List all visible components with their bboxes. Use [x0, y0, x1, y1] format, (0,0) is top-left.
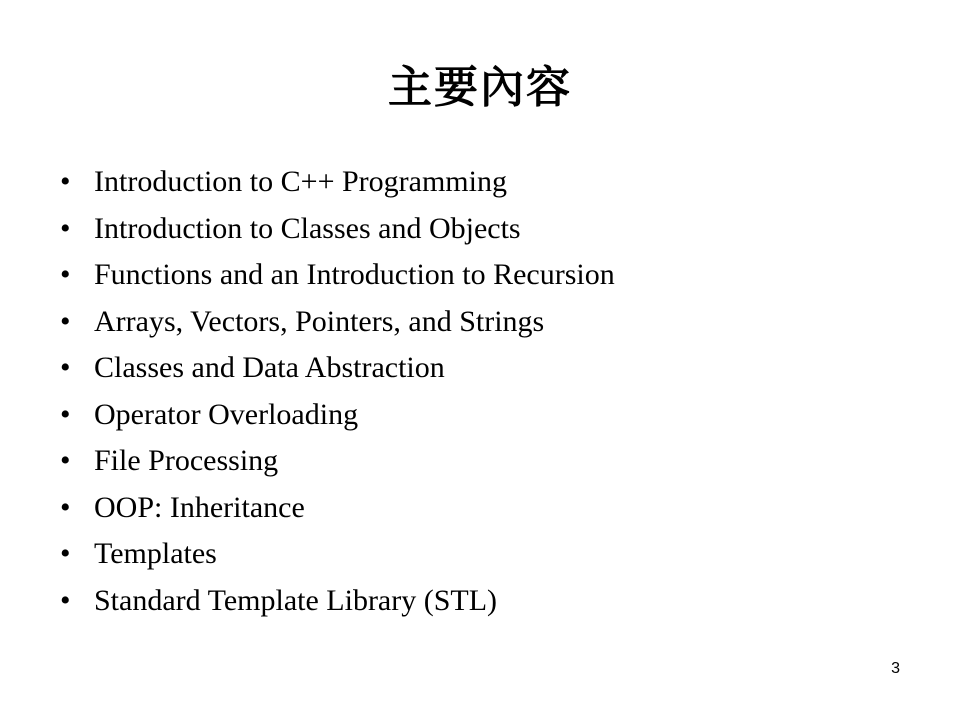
list-item-text: Operator Overloading [94, 397, 359, 431]
bullet-icon: • [60, 351, 71, 384]
list-item [60, 212, 615, 259]
bullet-icon: • [60, 490, 71, 524]
bullet-icon: • [60, 444, 71, 477]
page-number: 3 [891, 660, 900, 677]
list-item-text: File Processing [94, 444, 279, 477]
bullet-icon: • [60, 258, 71, 291]
list-item [60, 398, 615, 445]
list-item-text: Templates [94, 537, 217, 570]
list-item-text: Standard Template Library (STL) [94, 583, 498, 617]
list-item [60, 491, 615, 538]
bullet-icon: • [60, 583, 71, 617]
bullet-icon: • [60, 165, 71, 198]
bullet-icon: • [60, 304, 71, 338]
list-item-text: Arrays, Vectors, Pointers, and Strings [94, 304, 545, 338]
bullet-icon: • [60, 397, 71, 431]
list-item [60, 584, 615, 631]
list-item-text: OOP: Inheritance [94, 490, 305, 524]
bullet-icon: • [60, 211, 71, 245]
list-item [60, 258, 615, 305]
list-item [60, 165, 615, 212]
bullet-list [60, 165, 615, 630]
bullet-icon: • [60, 537, 71, 570]
list-item [60, 351, 615, 398]
slide-title: 主要內容 [388, 62, 572, 113]
list-item [60, 537, 615, 584]
list-item-text: Introduction to Classes and Objects [94, 211, 521, 245]
list-item [60, 305, 615, 352]
list-item-text: Functions and an Introduction to Recursion [94, 258, 615, 291]
list-item-text: Classes and Data Abstraction [94, 351, 445, 384]
list-item-text: Introduction to C++ Programming [94, 165, 507, 198]
list-item [60, 444, 615, 491]
